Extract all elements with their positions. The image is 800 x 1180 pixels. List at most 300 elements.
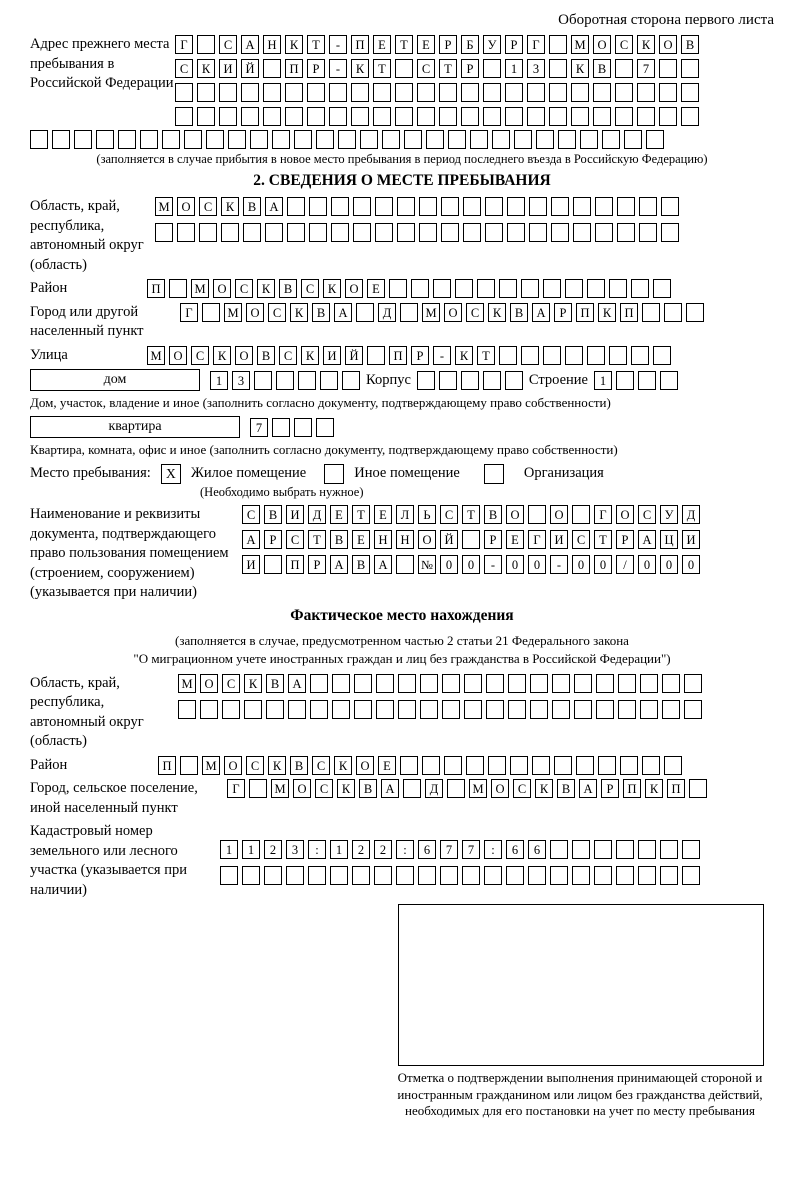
char-cell[interactable]: 7 (462, 840, 480, 859)
char-cell[interactable] (499, 346, 517, 365)
char-cell[interactable]: 7 (250, 418, 268, 437)
char-cell[interactable] (484, 866, 502, 885)
char-cell[interactable]: П (351, 35, 369, 54)
char-cell[interactable]: С (572, 530, 590, 549)
char-cell[interactable]: - (550, 555, 568, 574)
char-cell[interactable] (543, 279, 561, 298)
char-cell[interactable]: О (169, 346, 187, 365)
char-cell[interactable] (221, 223, 239, 242)
char-cell[interactable] (483, 83, 501, 102)
char-cell[interactable] (571, 83, 589, 102)
char-cell[interactable] (659, 107, 677, 126)
char-cell[interactable]: Р (484, 530, 502, 549)
char-cell[interactable] (593, 107, 611, 126)
char-cell[interactable] (373, 83, 391, 102)
char-cell[interactable] (486, 700, 504, 719)
char-cell[interactable] (462, 530, 480, 549)
char-cell[interactable]: П (158, 756, 176, 775)
char-cell[interactable]: Р (461, 59, 479, 78)
char-cell[interactable] (199, 223, 217, 242)
char-cell[interactable]: О (177, 197, 195, 216)
char-cell[interactable] (439, 371, 457, 390)
char-cell[interactable]: С (279, 346, 297, 365)
char-cell[interactable] (342, 371, 360, 390)
char-cell[interactable]: В (484, 505, 502, 524)
char-cell[interactable]: № (418, 555, 436, 574)
char-cell[interactable]: А (579, 779, 597, 798)
char-cell[interactable] (514, 130, 532, 149)
char-cell[interactable] (681, 107, 699, 126)
char-cell[interactable] (243, 223, 261, 242)
char-cell[interactable]: Т (594, 530, 612, 549)
char-cell[interactable] (662, 700, 680, 719)
char-cell[interactable] (483, 107, 501, 126)
char-cell[interactable] (587, 279, 605, 298)
char-cell[interactable]: О (200, 674, 218, 693)
char-cell[interactable] (550, 840, 568, 859)
char-cell[interactable] (587, 346, 605, 365)
char-cell[interactable] (551, 197, 569, 216)
char-cell[interactable]: Й (345, 346, 363, 365)
char-cell[interactable] (580, 130, 598, 149)
char-cell[interactable] (642, 303, 660, 322)
char-cell[interactable]: Р (554, 303, 572, 322)
char-cell[interactable]: - (484, 555, 502, 574)
char-cell[interactable]: В (264, 505, 282, 524)
char-cell[interactable]: О (659, 35, 677, 54)
char-cell[interactable]: О (345, 279, 363, 298)
char-cell[interactable] (660, 866, 678, 885)
char-cell[interactable] (664, 303, 682, 322)
char-cell[interactable] (528, 866, 546, 885)
char-cell[interactable] (287, 197, 305, 216)
char-cell[interactable]: К (455, 346, 473, 365)
char-cell[interactable] (549, 83, 567, 102)
char-cell[interactable] (499, 279, 517, 298)
char-cell[interactable]: К (351, 59, 369, 78)
char-cell[interactable] (507, 223, 525, 242)
char-cell[interactable] (329, 83, 347, 102)
char-cell[interactable]: Й (241, 59, 259, 78)
char-cell[interactable]: : (308, 840, 326, 859)
char-cell[interactable]: В (557, 779, 575, 798)
char-cell[interactable] (639, 223, 657, 242)
char-cell[interactable] (411, 279, 429, 298)
char-cell[interactable] (455, 279, 473, 298)
char-cell[interactable]: В (312, 303, 330, 322)
char-cell[interactable] (417, 83, 435, 102)
char-cell[interactable]: М (202, 756, 220, 775)
char-cell[interactable]: Е (417, 35, 435, 54)
char-cell[interactable]: Д (308, 505, 326, 524)
char-cell[interactable] (263, 107, 281, 126)
char-cell[interactable] (441, 197, 459, 216)
char-cell[interactable] (285, 83, 303, 102)
char-cell[interactable] (573, 223, 591, 242)
char-cell[interactable] (660, 840, 678, 859)
char-cell[interactable]: К (221, 197, 239, 216)
char-cell[interactable]: М (178, 674, 196, 693)
char-cell[interactable] (52, 130, 70, 149)
char-cell[interactable] (244, 700, 262, 719)
char-cell[interactable]: 2 (352, 840, 370, 859)
char-cell[interactable] (206, 130, 224, 149)
char-cell[interactable] (331, 223, 349, 242)
char-cell[interactable] (572, 505, 590, 524)
char-cell[interactable] (464, 674, 482, 693)
char-cell[interactable]: - (329, 59, 347, 78)
char-cell[interactable] (219, 83, 237, 102)
char-cell[interactable]: К (337, 779, 355, 798)
char-cell[interactable] (574, 674, 592, 693)
char-cell[interactable] (551, 223, 569, 242)
char-cell[interactable]: К (197, 59, 215, 78)
char-cell[interactable] (197, 107, 215, 126)
char-cell[interactable]: В (266, 674, 284, 693)
char-cell[interactable] (398, 700, 416, 719)
char-cell[interactable]: П (389, 346, 407, 365)
char-cell[interactable]: А (374, 555, 392, 574)
organization-checkbox[interactable] (484, 464, 504, 484)
char-cell[interactable] (264, 866, 282, 885)
char-cell[interactable]: У (483, 35, 501, 54)
char-cell[interactable]: Р (411, 346, 429, 365)
char-cell[interactable] (395, 107, 413, 126)
char-cell[interactable]: Е (367, 279, 385, 298)
char-cell[interactable]: К (257, 279, 275, 298)
char-cell[interactable]: Т (439, 59, 457, 78)
char-cell[interactable]: С (191, 346, 209, 365)
char-cell[interactable]: С (615, 35, 633, 54)
house-box[interactable]: дом (30, 369, 200, 391)
char-cell[interactable] (483, 371, 501, 390)
char-cell[interactable] (552, 700, 570, 719)
char-cell[interactable]: Н (396, 530, 414, 549)
char-cell[interactable] (338, 130, 356, 149)
char-cell[interactable] (565, 279, 583, 298)
char-cell[interactable] (353, 223, 371, 242)
char-cell[interactable]: Д (682, 505, 700, 524)
char-cell[interactable] (638, 371, 656, 390)
char-cell[interactable]: Т (352, 505, 370, 524)
char-cell[interactable] (602, 130, 620, 149)
char-cell[interactable] (367, 346, 385, 365)
char-cell[interactable]: К (285, 35, 303, 54)
char-cell[interactable]: Б (461, 35, 479, 54)
char-cell[interactable]: 2 (264, 840, 282, 859)
char-cell[interactable]: И (323, 346, 341, 365)
char-cell[interactable]: Л (396, 505, 414, 524)
char-cell[interactable]: П (285, 59, 303, 78)
char-cell[interactable] (558, 130, 576, 149)
char-cell[interactable] (664, 756, 682, 775)
char-cell[interactable]: М (224, 303, 242, 322)
char-cell[interactable] (615, 83, 633, 102)
char-cell[interactable] (492, 130, 510, 149)
char-cell[interactable]: 0 (440, 555, 458, 574)
char-cell[interactable] (404, 130, 422, 149)
char-cell[interactable] (462, 866, 480, 885)
char-cell[interactable] (618, 674, 636, 693)
char-cell[interactable]: С (301, 279, 319, 298)
char-cell[interactable] (353, 197, 371, 216)
char-cell[interactable]: А (330, 555, 348, 574)
char-cell[interactable] (620, 756, 638, 775)
char-cell[interactable]: 0 (462, 555, 480, 574)
char-cell[interactable] (661, 197, 679, 216)
char-cell[interactable] (596, 674, 614, 693)
char-cell[interactable]: А (241, 35, 259, 54)
char-cell[interactable]: С (312, 756, 330, 775)
char-cell[interactable]: А (265, 197, 283, 216)
char-cell[interactable]: С (315, 779, 333, 798)
char-cell[interactable]: Г (175, 35, 193, 54)
char-cell[interactable] (382, 130, 400, 149)
char-cell[interactable]: С (417, 59, 435, 78)
char-cell[interactable]: Г (527, 35, 545, 54)
char-cell[interactable] (681, 83, 699, 102)
char-cell[interactable]: К (334, 756, 352, 775)
char-cell[interactable] (684, 674, 702, 693)
char-cell[interactable] (400, 303, 418, 322)
char-cell[interactable]: В (593, 59, 611, 78)
char-cell[interactable] (264, 555, 282, 574)
char-cell[interactable] (177, 223, 195, 242)
char-cell[interactable] (571, 107, 589, 126)
char-cell[interactable] (448, 130, 466, 149)
char-cell[interactable] (307, 83, 325, 102)
char-cell[interactable]: И (219, 59, 237, 78)
char-cell[interactable] (529, 197, 547, 216)
char-cell[interactable] (331, 197, 349, 216)
char-cell[interactable] (576, 756, 594, 775)
char-cell[interactable]: В (243, 197, 261, 216)
char-cell[interactable]: К (290, 303, 308, 322)
char-cell[interactable]: Ц (660, 530, 678, 549)
char-cell[interactable]: Р (601, 779, 619, 798)
char-cell[interactable] (439, 107, 457, 126)
char-cell[interactable] (442, 674, 460, 693)
char-cell[interactable] (488, 756, 506, 775)
char-cell[interactable]: / (616, 555, 634, 574)
char-cell[interactable]: Р (439, 35, 457, 54)
char-cell[interactable]: С (286, 530, 304, 549)
char-cell[interactable]: В (510, 303, 528, 322)
char-cell[interactable]: И (682, 530, 700, 549)
char-cell[interactable]: С (175, 59, 193, 78)
char-cell[interactable] (395, 59, 413, 78)
char-cell[interactable] (197, 35, 215, 54)
char-cell[interactable] (175, 83, 193, 102)
char-cell[interactable]: Т (373, 59, 391, 78)
char-cell[interactable]: Е (352, 530, 370, 549)
char-cell[interactable]: - (433, 346, 451, 365)
char-cell[interactable] (287, 223, 305, 242)
char-cell[interactable] (609, 346, 627, 365)
char-cell[interactable] (549, 59, 567, 78)
char-cell[interactable]: К (323, 279, 341, 298)
char-cell[interactable]: 1 (220, 840, 238, 859)
char-cell[interactable]: О (235, 346, 253, 365)
char-cell[interactable] (508, 700, 526, 719)
char-cell[interactable]: К (268, 756, 286, 775)
char-cell[interactable] (375, 223, 393, 242)
char-cell[interactable] (360, 130, 378, 149)
char-cell[interactable] (506, 866, 524, 885)
char-cell[interactable]: 0 (638, 555, 656, 574)
char-cell[interactable] (398, 674, 416, 693)
char-cell[interactable]: Е (373, 35, 391, 54)
char-cell[interactable]: А (242, 530, 260, 549)
char-cell[interactable] (638, 840, 656, 859)
char-cell[interactable] (442, 700, 460, 719)
char-cell[interactable]: П (623, 779, 641, 798)
char-cell[interactable]: К (571, 59, 589, 78)
char-cell[interactable] (598, 756, 616, 775)
char-cell[interactable]: В (279, 279, 297, 298)
char-cell[interactable]: П (147, 279, 165, 298)
char-cell[interactable] (659, 59, 677, 78)
char-cell[interactable] (618, 700, 636, 719)
char-cell[interactable]: 6 (418, 840, 436, 859)
char-cell[interactable] (527, 107, 545, 126)
char-cell[interactable] (309, 197, 327, 216)
char-cell[interactable] (254, 371, 272, 390)
char-cell[interactable] (616, 840, 634, 859)
char-cell[interactable]: 7 (637, 59, 655, 78)
char-cell[interactable] (477, 279, 495, 298)
char-cell[interactable]: О (593, 35, 611, 54)
char-cell[interactable]: К (645, 779, 663, 798)
char-cell[interactable]: И (550, 530, 568, 549)
char-cell[interactable] (461, 371, 479, 390)
char-cell[interactable]: М (155, 197, 173, 216)
char-cell[interactable] (180, 756, 198, 775)
char-cell[interactable]: И (286, 505, 304, 524)
char-cell[interactable] (200, 700, 218, 719)
char-cell[interactable] (433, 279, 451, 298)
char-cell[interactable] (527, 83, 545, 102)
char-cell[interactable]: 2 (374, 840, 392, 859)
char-cell[interactable] (439, 83, 457, 102)
char-cell[interactable] (352, 866, 370, 885)
char-cell[interactable]: С (242, 505, 260, 524)
char-cell[interactable] (530, 700, 548, 719)
char-cell[interactable]: К (213, 346, 231, 365)
char-cell[interactable]: 0 (682, 555, 700, 574)
char-cell[interactable] (376, 700, 394, 719)
char-cell[interactable]: П (620, 303, 638, 322)
char-cell[interactable]: О (506, 505, 524, 524)
char-cell[interactable] (309, 223, 327, 242)
char-cell[interactable]: К (244, 674, 262, 693)
char-cell[interactable] (263, 59, 281, 78)
char-cell[interactable] (521, 279, 539, 298)
char-cell[interactable] (549, 35, 567, 54)
char-cell[interactable]: С (222, 674, 240, 693)
char-cell[interactable] (686, 303, 704, 322)
char-cell[interactable]: А (334, 303, 352, 322)
char-cell[interactable]: 1 (210, 371, 228, 390)
char-cell[interactable] (463, 197, 481, 216)
char-cell[interactable] (574, 700, 592, 719)
char-cell[interactable] (536, 130, 554, 149)
char-cell[interactable] (461, 107, 479, 126)
char-cell[interactable] (250, 130, 268, 149)
char-cell[interactable]: А (638, 530, 656, 549)
char-cell[interactable]: Т (307, 35, 325, 54)
char-cell[interactable] (532, 756, 550, 775)
char-cell[interactable]: С (513, 779, 531, 798)
char-cell[interactable]: 0 (528, 555, 546, 574)
char-cell[interactable] (376, 674, 394, 693)
char-cell[interactable] (276, 371, 294, 390)
char-cell[interactable]: 6 (506, 840, 524, 859)
char-cell[interactable]: : (396, 840, 414, 859)
char-cell[interactable]: А (288, 674, 306, 693)
char-cell[interactable] (637, 83, 655, 102)
char-cell[interactable]: К (535, 779, 553, 798)
char-cell[interactable] (505, 107, 523, 126)
char-cell[interactable]: В (290, 756, 308, 775)
char-cell[interactable] (241, 107, 259, 126)
char-cell[interactable]: 0 (506, 555, 524, 574)
char-cell[interactable] (615, 107, 633, 126)
char-cell[interactable] (485, 197, 503, 216)
char-cell[interactable]: Т (395, 35, 413, 54)
char-cell[interactable]: О (224, 756, 242, 775)
char-cell[interactable] (389, 279, 407, 298)
char-cell[interactable] (396, 555, 414, 574)
char-cell[interactable] (307, 107, 325, 126)
char-cell[interactable] (417, 371, 435, 390)
char-cell[interactable] (646, 130, 664, 149)
char-cell[interactable] (682, 866, 700, 885)
char-cell[interactable] (510, 756, 528, 775)
char-cell[interactable] (419, 223, 437, 242)
char-cell[interactable] (470, 130, 488, 149)
char-cell[interactable] (266, 700, 284, 719)
char-cell[interactable]: К (637, 35, 655, 54)
char-cell[interactable] (351, 83, 369, 102)
char-cell[interactable] (332, 700, 350, 719)
char-cell[interactable]: Г (227, 779, 245, 798)
char-cell[interactable] (594, 866, 612, 885)
char-cell[interactable] (682, 840, 700, 859)
char-cell[interactable]: И (242, 555, 260, 574)
char-cell[interactable]: С (638, 505, 656, 524)
char-cell[interactable] (374, 866, 392, 885)
char-cell[interactable] (395, 83, 413, 102)
char-cell[interactable] (593, 83, 611, 102)
char-cell[interactable] (420, 700, 438, 719)
char-cell[interactable] (596, 700, 614, 719)
char-cell[interactable] (440, 866, 458, 885)
char-cell[interactable]: В (681, 35, 699, 54)
char-cell[interactable]: 1 (242, 840, 260, 859)
char-cell[interactable]: М (271, 779, 289, 798)
char-cell[interactable] (660, 371, 678, 390)
char-cell[interactable]: Г (180, 303, 198, 322)
char-cell[interactable]: С (199, 197, 217, 216)
char-cell[interactable]: П (576, 303, 594, 322)
char-cell[interactable] (249, 779, 267, 798)
char-cell[interactable] (653, 279, 671, 298)
char-cell[interactable] (332, 674, 350, 693)
char-cell[interactable]: О (246, 303, 264, 322)
char-cell[interactable] (640, 674, 658, 693)
char-cell[interactable] (447, 779, 465, 798)
